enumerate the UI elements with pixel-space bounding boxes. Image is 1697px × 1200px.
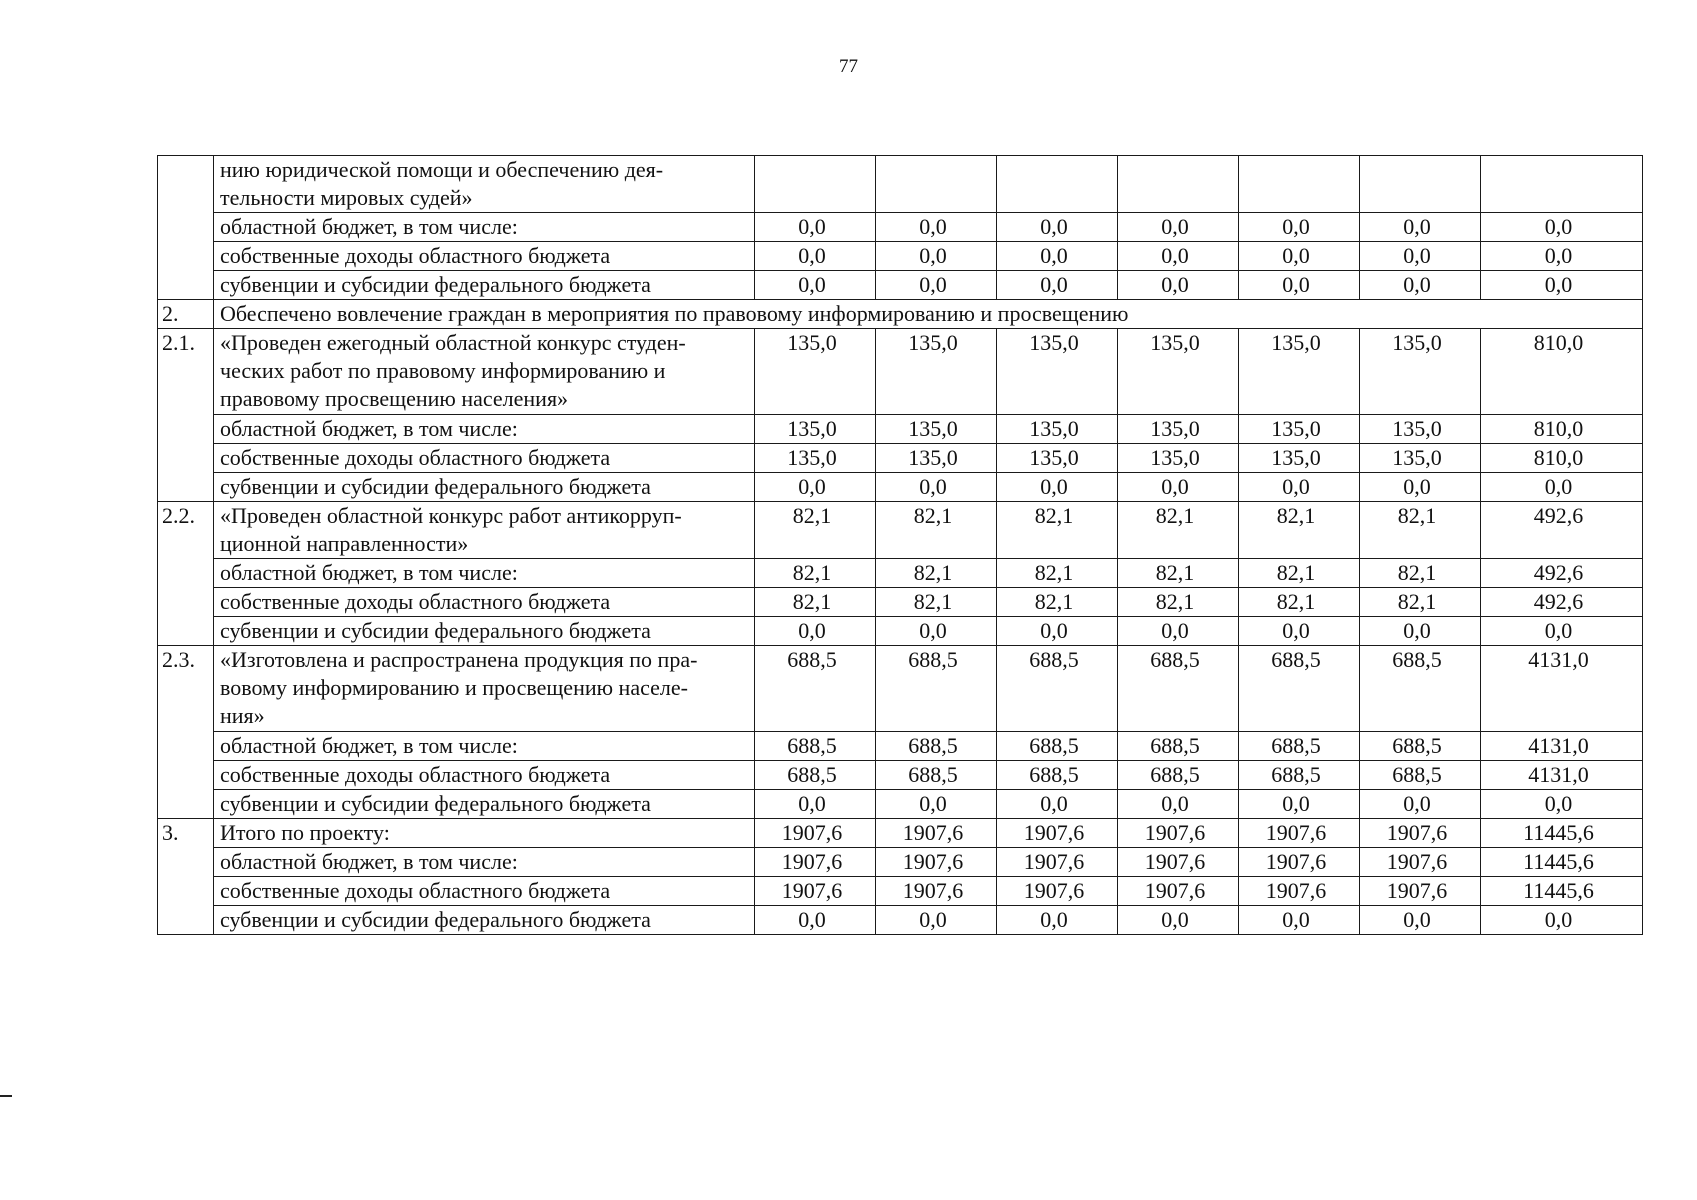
value-cell: 1907,6: [997, 848, 1118, 877]
row-description: «Проведен ежегодный областной конкурс студен- ческих работ по правовому информированию и правовому просвещению населения»: [214, 329, 755, 415]
value-cell: 1907,6: [1239, 848, 1360, 877]
value-cell: 135,0: [1360, 329, 1481, 415]
value-cell: 0,0: [876, 473, 997, 502]
value-cell: 0,0: [876, 242, 997, 271]
value-cell: 688,5: [997, 732, 1118, 761]
value-cell: [1239, 156, 1360, 213]
value-cell: 135,0: [1239, 329, 1360, 415]
row-description: областной бюджет, в том числе:: [214, 213, 755, 242]
value-cell: 688,5: [1239, 646, 1360, 732]
value-cell: [1118, 156, 1239, 213]
value-cell: 1907,6: [755, 819, 876, 848]
value-cell: 82,1: [997, 559, 1118, 588]
table-row: [158, 444, 1643, 473]
table-row: [158, 271, 1643, 300]
value-cell: 810,0: [1481, 444, 1643, 473]
value-cell: 135,0: [755, 329, 876, 415]
table-row: [158, 329, 1643, 415]
row-description: субвенции и субсидии федерального бюджета: [214, 271, 755, 300]
value-cell: 0,0: [1481, 213, 1643, 242]
value-cell: 0,0: [1239, 617, 1360, 646]
value-cell: 0,0: [755, 906, 876, 935]
budget-table: [157, 155, 1643, 935]
row-index-cell: 2.: [158, 300, 214, 329]
value-cell: 0,0: [755, 271, 876, 300]
value-cell: 0,0: [997, 790, 1118, 819]
value-cell: 492,6: [1481, 588, 1643, 617]
value-cell: 492,6: [1481, 559, 1643, 588]
table-row: [158, 588, 1643, 617]
table-row: [158, 242, 1643, 271]
value-cell: 135,0: [876, 329, 997, 415]
value-cell: 82,1: [997, 588, 1118, 617]
value-cell: 11445,6: [1481, 848, 1643, 877]
value-cell: 0,0: [997, 906, 1118, 935]
table-row: [158, 617, 1643, 646]
value-cell: 82,1: [876, 559, 997, 588]
value-cell: 1907,6: [1360, 819, 1481, 848]
value-cell: 688,5: [876, 761, 997, 790]
value-cell: 82,1: [1360, 502, 1481, 559]
value-cell: 0,0: [1360, 790, 1481, 819]
value-cell: 135,0: [1118, 444, 1239, 473]
row-description: субвенции и субсидии федерального бюджета: [214, 617, 755, 646]
value-cell: 135,0: [1360, 415, 1481, 444]
value-cell: 1907,6: [1239, 819, 1360, 848]
value-cell: 688,5: [1360, 732, 1481, 761]
value-cell: 0,0: [755, 790, 876, 819]
value-cell: 0,0: [997, 473, 1118, 502]
value-cell: 82,1: [755, 588, 876, 617]
row-index-cell: 2.3.: [158, 646, 214, 819]
value-cell: 82,1: [1239, 559, 1360, 588]
row-description: субвенции и субсидии федерального бюджета: [214, 473, 755, 502]
value-cell: 1907,6: [997, 877, 1118, 906]
table-row: [158, 502, 1643, 559]
value-cell: 135,0: [755, 415, 876, 444]
table-row: [158, 848, 1643, 877]
value-cell: 688,5: [1360, 646, 1481, 732]
value-cell: 688,5: [997, 761, 1118, 790]
row-description: субвенции и субсидии федерального бюджета: [214, 906, 755, 935]
value-cell: 688,5: [876, 646, 997, 732]
row-index-cell: 2.1.: [158, 329, 214, 502]
value-cell: [1360, 156, 1481, 213]
budget-table-body: [158, 156, 1643, 935]
value-cell: 135,0: [1239, 444, 1360, 473]
value-cell: 135,0: [876, 444, 997, 473]
row-description: нию юридической помощи и обеспечению дея- тельности мировых судей»: [214, 156, 755, 213]
row-description: Итого по проекту:: [214, 819, 755, 848]
value-cell: 492,6: [1481, 502, 1643, 559]
section-title: Обеспечено вовлечение граждан в мероприятия по правовому информированию и просвещению: [214, 300, 1643, 329]
value-cell: 135,0: [997, 329, 1118, 415]
row-description: субвенции и субсидии федерального бюджета: [214, 790, 755, 819]
scan-margin-mark: [0, 1095, 12, 1097]
row-index-cell: [158, 156, 214, 300]
table-row: [158, 790, 1643, 819]
value-cell: 82,1: [1239, 502, 1360, 559]
value-cell: 0,0: [876, 906, 997, 935]
value-cell: [755, 156, 876, 213]
value-cell: 82,1: [755, 559, 876, 588]
value-cell: 82,1: [876, 588, 997, 617]
table-row: [158, 415, 1643, 444]
value-cell: 0,0: [755, 213, 876, 242]
value-cell: 810,0: [1481, 329, 1643, 415]
value-cell: 1907,6: [876, 819, 997, 848]
value-cell: 0,0: [1239, 473, 1360, 502]
value-cell: 1907,6: [876, 848, 997, 877]
value-cell: 11445,6: [1481, 877, 1643, 906]
value-cell: 0,0: [876, 213, 997, 242]
value-cell: 82,1: [1360, 588, 1481, 617]
table-row: [158, 877, 1643, 906]
value-cell: 0,0: [876, 617, 997, 646]
value-cell: 4131,0: [1481, 646, 1643, 732]
row-description: собственные доходы областного бюджета: [214, 588, 755, 617]
value-cell: 0,0: [997, 617, 1118, 646]
value-cell: 4131,0: [1481, 761, 1643, 790]
value-cell: 0,0: [1118, 271, 1239, 300]
page-number: 77: [839, 56, 858, 77]
value-cell: 688,5: [1118, 761, 1239, 790]
row-description: собственные доходы областного бюджета: [214, 877, 755, 906]
value-cell: 0,0: [1118, 906, 1239, 935]
value-cell: 0,0: [1481, 271, 1643, 300]
table-row: [158, 906, 1643, 935]
value-cell: 1907,6: [1360, 877, 1481, 906]
table-row: [158, 732, 1643, 761]
value-cell: 135,0: [997, 415, 1118, 444]
value-cell: 0,0: [1239, 906, 1360, 935]
value-cell: 135,0: [1239, 415, 1360, 444]
row-description: собственные доходы областного бюджета: [214, 242, 755, 271]
row-description: «Изготовлена и распространена продукция по пра- вовому информированию и просвещению населе- ния»: [214, 646, 755, 732]
table-row: [158, 156, 1643, 213]
value-cell: 0,0: [997, 271, 1118, 300]
value-cell: 82,1: [1118, 502, 1239, 559]
value-cell: 135,0: [1118, 415, 1239, 444]
value-cell: 1907,6: [1239, 877, 1360, 906]
value-cell: 0,0: [997, 213, 1118, 242]
value-cell: 0,0: [876, 271, 997, 300]
value-cell: 1907,6: [876, 877, 997, 906]
value-cell: 82,1: [1239, 588, 1360, 617]
value-cell: 0,0: [1360, 617, 1481, 646]
row-description: «Проведен областной конкурс работ антикорруп- ционной направленности»: [214, 502, 755, 559]
value-cell: 688,5: [1239, 761, 1360, 790]
value-cell: 1907,6: [1118, 848, 1239, 877]
value-cell: 0,0: [755, 473, 876, 502]
table-row: [158, 559, 1643, 588]
value-cell: 0,0: [1118, 617, 1239, 646]
value-cell: 82,1: [1118, 559, 1239, 588]
row-description: собственные доходы областного бюджета: [214, 444, 755, 473]
value-cell: 135,0: [876, 415, 997, 444]
table-row: [158, 819, 1643, 848]
value-cell: 688,5: [997, 646, 1118, 732]
value-cell: 0,0: [1360, 242, 1481, 271]
row-description: областной бюджет, в том числе:: [214, 415, 755, 444]
value-cell: 0,0: [1118, 473, 1239, 502]
row-index-cell: 2.2.: [158, 502, 214, 646]
table-row: [158, 646, 1643, 732]
value-cell: 688,5: [1239, 732, 1360, 761]
value-cell: 0,0: [1481, 473, 1643, 502]
section-header-row: [158, 300, 1643, 329]
value-cell: 688,5: [755, 646, 876, 732]
value-cell: 0,0: [1239, 271, 1360, 300]
value-cell: 1907,6: [1360, 848, 1481, 877]
value-cell: 82,1: [755, 502, 876, 559]
value-cell: 4131,0: [1481, 732, 1643, 761]
value-cell: 82,1: [1360, 559, 1481, 588]
value-cell: 82,1: [997, 502, 1118, 559]
row-description: областной бюджет, в том числе:: [214, 732, 755, 761]
value-cell: 688,5: [1118, 732, 1239, 761]
value-cell: [1481, 156, 1643, 213]
value-cell: 135,0: [1360, 444, 1481, 473]
value-cell: [876, 156, 997, 213]
value-cell: 11445,6: [1481, 819, 1643, 848]
value-cell: 82,1: [876, 502, 997, 559]
table-row: [158, 213, 1643, 242]
value-cell: 82,1: [1118, 588, 1239, 617]
row-index-cell: 3.: [158, 819, 214, 935]
row-description: областной бюджет, в том числе:: [214, 848, 755, 877]
row-description: областной бюджет, в том числе:: [214, 559, 755, 588]
value-cell: 1907,6: [755, 848, 876, 877]
value-cell: 135,0: [1118, 329, 1239, 415]
value-cell: 0,0: [1360, 473, 1481, 502]
value-cell: 0,0: [1239, 213, 1360, 242]
table-row: [158, 761, 1643, 790]
value-cell: 0,0: [1118, 790, 1239, 819]
value-cell: 688,5: [755, 732, 876, 761]
value-cell: 0,0: [1118, 242, 1239, 271]
value-cell: 0,0: [1481, 617, 1643, 646]
value-cell: [997, 156, 1118, 213]
value-cell: 135,0: [755, 444, 876, 473]
value-cell: 0,0: [1481, 906, 1643, 935]
value-cell: 688,5: [755, 761, 876, 790]
value-cell: 688,5: [1360, 761, 1481, 790]
value-cell: 0,0: [1481, 242, 1643, 271]
value-cell: 0,0: [876, 790, 997, 819]
value-cell: 0,0: [755, 242, 876, 271]
value-cell: 810,0: [1481, 415, 1643, 444]
row-description: собственные доходы областного бюджета: [214, 761, 755, 790]
value-cell: 688,5: [1118, 646, 1239, 732]
value-cell: 135,0: [997, 444, 1118, 473]
value-cell: 688,5: [876, 732, 997, 761]
value-cell: 1907,6: [755, 877, 876, 906]
value-cell: 0,0: [1360, 906, 1481, 935]
value-cell: 1907,6: [1118, 877, 1239, 906]
value-cell: 0,0: [1118, 213, 1239, 242]
value-cell: 0,0: [1239, 790, 1360, 819]
value-cell: 0,0: [1481, 790, 1643, 819]
value-cell: 0,0: [755, 617, 876, 646]
value-cell: 0,0: [1360, 271, 1481, 300]
value-cell: 1907,6: [997, 819, 1118, 848]
value-cell: 0,0: [997, 242, 1118, 271]
value-cell: 0,0: [1239, 242, 1360, 271]
table-row: [158, 473, 1643, 502]
value-cell: 0,0: [1360, 213, 1481, 242]
value-cell: 1907,6: [1118, 819, 1239, 848]
